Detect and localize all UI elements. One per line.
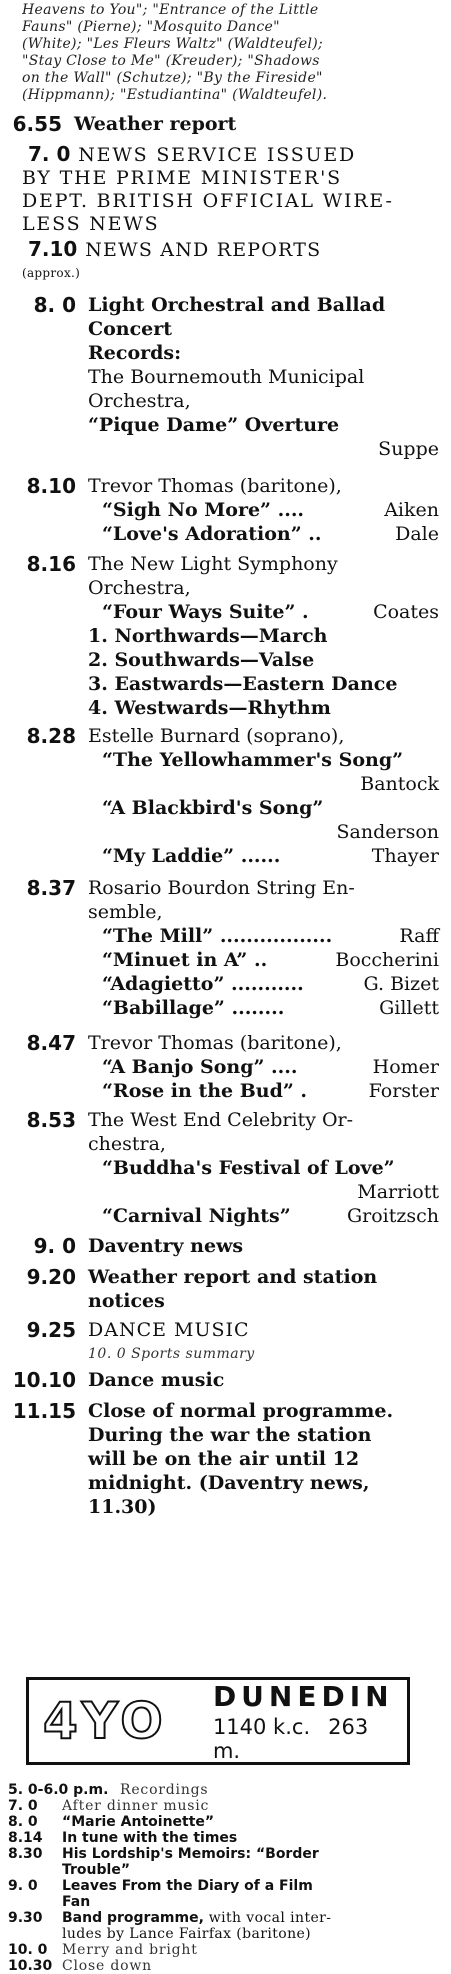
piece-row xyxy=(88,996,439,1020)
schedule-time: 8. 0 xyxy=(8,1814,38,1830)
piece-title: “Love's Adoration” .. xyxy=(102,523,322,545)
entry-816 xyxy=(0,552,451,720)
piece-composer: Thayer xyxy=(371,845,439,867)
entry-line: During the war the station xyxy=(88,1424,372,1446)
entry-1010 xyxy=(0,1368,451,1393)
performer: Orchestra, xyxy=(88,577,191,599)
entry-line: 11.30) xyxy=(88,1496,157,1518)
entry-title: Concert xyxy=(88,318,173,340)
piece-composer: Marriott xyxy=(357,1181,439,1203)
schedule-row xyxy=(0,1798,451,1814)
entry-title: Dance music xyxy=(88,1369,225,1391)
schedule-text: Fan xyxy=(62,1894,91,1910)
piece-title: “The Mill” ................. xyxy=(102,925,333,947)
piece-title: “Sigh No More” .... xyxy=(102,499,305,521)
piece-row xyxy=(88,522,439,546)
schedule-time: 7. 0 xyxy=(8,1798,38,1814)
suite-part: 2. Southwards—Valse xyxy=(88,649,315,671)
entry-837 xyxy=(0,876,451,1020)
station-header xyxy=(26,1677,410,1765)
performer: semble, xyxy=(88,901,163,923)
entry-time: 8. 0 xyxy=(33,293,76,317)
schedule-time: 9. 0 xyxy=(8,1878,38,1894)
schedule-text: ludes by Lance Fairfax (baritone) xyxy=(62,1926,312,1942)
schedule-row xyxy=(0,1830,451,1846)
schedule-row xyxy=(0,1878,451,1910)
performer: chestra, xyxy=(88,1133,166,1155)
music-list-line: on the Wall" (Schutze); "By the Fireside" xyxy=(22,70,323,86)
news-line: LESS NEWS xyxy=(22,213,160,235)
piece-title: “The Yellowhammer's Song” xyxy=(102,749,404,771)
entry-time: 8.10 xyxy=(26,474,76,498)
entry-title: DANCE MUSIC xyxy=(88,1319,250,1341)
performer: The New Light Symphony xyxy=(88,553,338,575)
entry-subnote: 10. 0 Sports summary xyxy=(88,1346,255,1362)
orchestra-name: The Bournemouth Municipal xyxy=(88,366,365,388)
piece-title: “Adagietto” ........... xyxy=(102,973,304,995)
entry-title: NEWS AND REPORTS xyxy=(85,239,322,261)
piece-row xyxy=(88,498,439,522)
entry-time: 9. 0 xyxy=(33,1234,76,1258)
performer: Trevor Thomas (baritone), xyxy=(88,1032,342,1054)
music-list-line: Heavens to You"; "Entrance of the Little xyxy=(22,2,319,18)
piece-composer: Bantock xyxy=(360,773,439,795)
performer: Estelle Burnard (soprano), xyxy=(88,725,345,747)
piece-title: “My Laddie” ...... xyxy=(102,845,281,867)
schedule-time: 8.14 xyxy=(8,1830,43,1846)
music-list xyxy=(0,2,451,104)
entry-line: midnight. (Daventry news, xyxy=(88,1472,370,1494)
schedule-time: 10. 0 xyxy=(8,1942,48,1958)
schedule-text: Trouble” xyxy=(62,1862,131,1878)
approx-note: (approx.) xyxy=(22,266,81,280)
schedule-row xyxy=(0,1958,451,1974)
station-call-sign: 4YO xyxy=(43,1692,167,1750)
station-name: DUNEDIN xyxy=(212,1679,394,1713)
entry-time: 8.53 xyxy=(26,1108,76,1132)
news-line: DEPT. BRITISH OFFICIAL WIRE- xyxy=(22,190,394,212)
schedule-text: Merry and bright xyxy=(62,1942,198,1958)
entry-time: 9.25 xyxy=(26,1318,76,1342)
performer: The West End Celebrity Or- xyxy=(88,1109,354,1131)
piece-composer: Forster xyxy=(368,1080,439,1102)
entry-time: 6.55 xyxy=(12,112,62,136)
schedule-row xyxy=(0,1782,451,1798)
piece-title: “Babillage” ........ xyxy=(102,997,285,1019)
entry-655 xyxy=(0,112,451,137)
entry-920 xyxy=(0,1265,451,1313)
records-label: Records: xyxy=(88,342,182,364)
piece-composer: Coates xyxy=(373,601,439,623)
entry-line: will be on the air until 12 xyxy=(88,1448,360,1470)
piece-composer: Dale xyxy=(395,523,439,545)
piece-title: “Rose in the Bud” . xyxy=(102,1080,308,1102)
entry-710 xyxy=(0,238,451,285)
schedule-text: with vocal inter- xyxy=(203,1910,332,1926)
piece-row xyxy=(88,924,439,948)
schedule-time: 9.30 xyxy=(8,1910,43,1926)
schedule-time: 5. 0-6.0 p.m. xyxy=(8,1782,109,1798)
entry-time: 9.20 xyxy=(26,1265,76,1289)
schedule-time: 10.30 xyxy=(8,1958,53,1974)
music-list-line: "Stay Close to Me" (Kreuder); "Shadows xyxy=(22,53,320,69)
piece-row xyxy=(88,1204,439,1228)
music-list-line: (White); "Les Fleurs Waltz" (Waldteufel); xyxy=(22,36,324,52)
entry-900 xyxy=(0,1234,451,1259)
piece-row xyxy=(88,972,439,996)
piece-row xyxy=(88,1079,439,1103)
performer: Rosario Bourdon String En- xyxy=(88,877,355,899)
schedule-text: Close down xyxy=(62,1958,152,1974)
schedule-row xyxy=(0,1910,451,1942)
piece-composer: Gillett xyxy=(379,997,439,1019)
piece-title: “Minuet in A” .. xyxy=(102,949,268,971)
entry-810 xyxy=(0,474,451,546)
station-frequency: 1140 k.c. xyxy=(212,1714,311,1739)
schedule-row xyxy=(0,1814,451,1830)
entry-time: 7.10 xyxy=(28,237,78,261)
entry-time: 8.28 xyxy=(26,724,76,748)
schedule-row xyxy=(0,1846,451,1878)
piece-composer: Boccherini xyxy=(335,949,439,971)
orchestra-name: Orchestra, xyxy=(88,390,191,412)
schedule-text: Recordings xyxy=(120,1782,209,1798)
suite-part: 3. Eastwards—Eastern Dance xyxy=(88,673,398,695)
entry-time: 8.16 xyxy=(26,552,76,576)
music-list-line: (Hippmann); "Estudiantina" (Waldteufel). xyxy=(22,87,328,103)
piece-title: “Buddha's Festival of Love” xyxy=(102,1157,395,1179)
schedule-row xyxy=(0,1942,451,1958)
piece-composer: Groitzsch xyxy=(346,1205,439,1227)
news-line: BY THE PRIME MINISTER'S xyxy=(22,167,342,189)
suite-part: 4. Westwards—Rhythm xyxy=(88,697,331,719)
piece-row xyxy=(88,600,439,624)
entry-title: notices xyxy=(88,1290,165,1312)
suite-part: 1. Northwards—March xyxy=(88,625,328,647)
entry-828 xyxy=(0,724,451,868)
schedule-text: In tune with the times xyxy=(62,1830,238,1846)
piece-title: “A Banjo Song” .... xyxy=(102,1056,298,1078)
piece-composer: Sanderson xyxy=(336,821,439,843)
entry-800 xyxy=(0,293,451,461)
schedule-time: 8.30 xyxy=(8,1846,43,1862)
piece-composer: G. Bizet xyxy=(363,973,439,995)
station-wavelength: 263 m. xyxy=(212,1714,369,1763)
entry-700 xyxy=(0,143,451,236)
piece-title: “A Blackbird's Song” xyxy=(102,797,324,819)
piece-composer: Raff xyxy=(399,925,439,947)
performer: Trevor Thomas (baritone), xyxy=(88,475,342,497)
news-line: NEWS SERVICE ISSUED xyxy=(78,144,357,166)
schedule-text: Leaves From the Diary of a Film xyxy=(62,1878,313,1894)
piece-composer: Homer xyxy=(372,1056,439,1078)
entry-847 xyxy=(0,1031,451,1103)
piece-row xyxy=(88,844,439,868)
entry-1115 xyxy=(0,1399,451,1519)
entry-925 xyxy=(0,1318,451,1366)
music-list-line: Fauns" (Pierne); "Mosquito Dance" xyxy=(22,19,280,35)
entry-time: 11.15 xyxy=(12,1399,76,1423)
schedule-text: His Lordship's Memoirs: “Border xyxy=(62,1846,319,1862)
entry-title: Weather report and station xyxy=(88,1266,378,1288)
entry-line: Close of normal programme. xyxy=(88,1400,394,1422)
entry-time: 10.10 xyxy=(12,1368,76,1392)
entry-title: Daventry news xyxy=(88,1235,244,1257)
entry-time: 7. 0 xyxy=(28,142,71,166)
piece-title: “Pique Dame” Overture xyxy=(88,414,340,436)
schedule-text: After dinner music xyxy=(62,1798,210,1814)
piece-row xyxy=(88,948,439,972)
piece-title: “Four Ways Suite” . xyxy=(102,601,309,623)
piece-title: “Carnival Nights” xyxy=(102,1205,291,1227)
piece-row xyxy=(88,1055,439,1079)
entry-853 xyxy=(0,1108,451,1228)
entry-title: Weather report xyxy=(74,113,237,135)
entry-time: 8.37 xyxy=(26,876,76,900)
station-schedule xyxy=(0,1782,451,1974)
schedule-text: Band programme, xyxy=(62,1910,204,1926)
piece-composer: Suppe xyxy=(378,438,439,460)
piece-composer: Aiken xyxy=(384,499,439,521)
entry-time: 8.47 xyxy=(26,1031,76,1055)
schedule-text: “Marie Antoinette” xyxy=(62,1814,215,1830)
entry-title: Light Orchestral and Ballad xyxy=(88,294,386,316)
